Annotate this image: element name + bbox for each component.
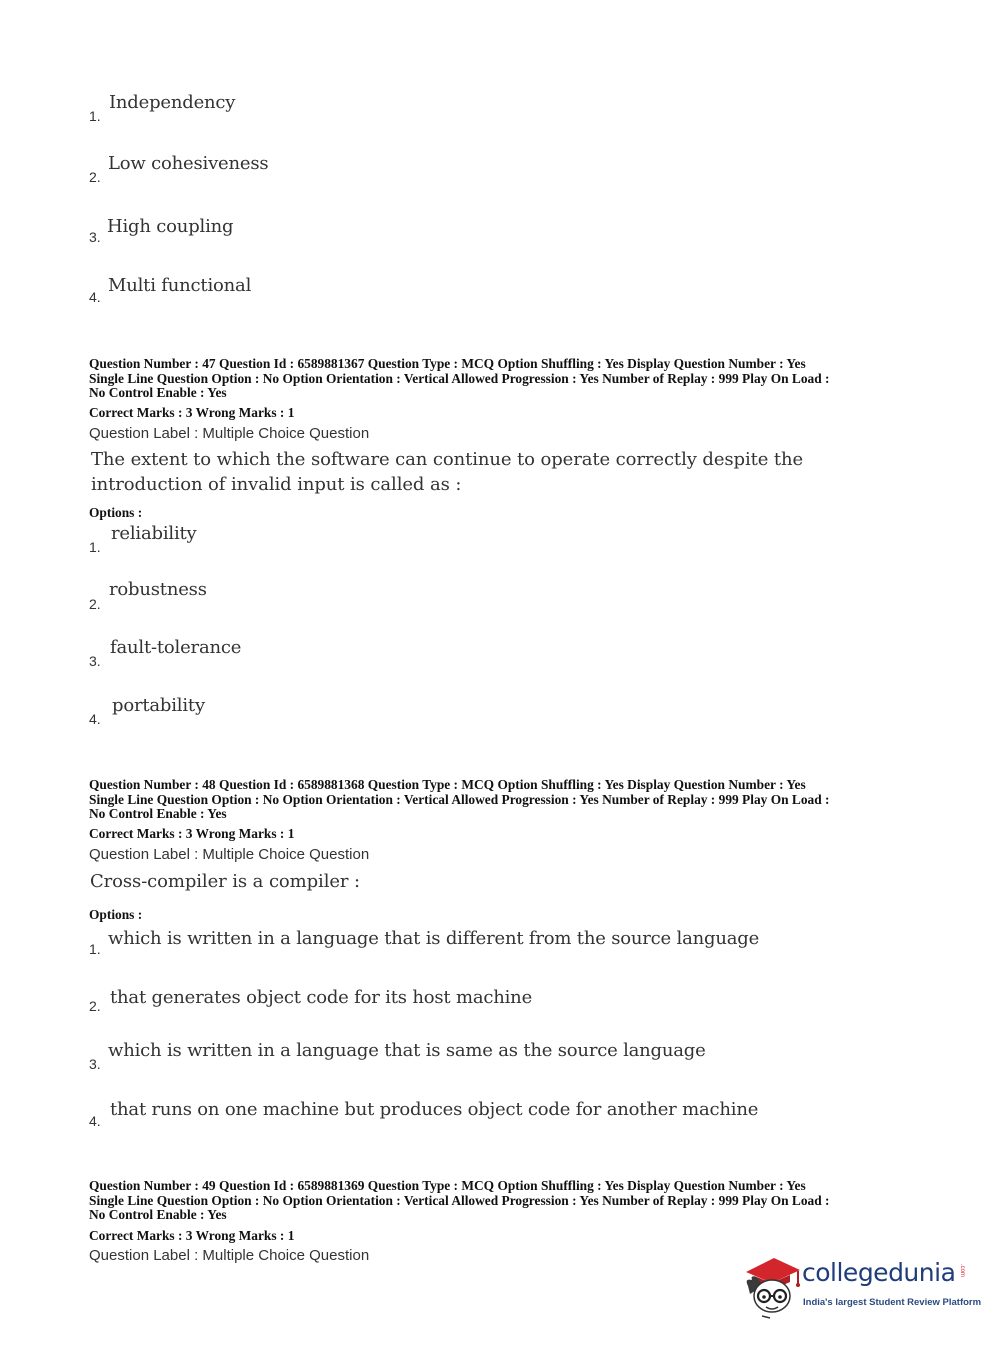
question-48-label: Question Label : Multiple Choice Question xyxy=(89,846,370,863)
meta-line: No Control Enable : Yes xyxy=(89,385,227,400)
brand-name: collegedunia xyxy=(802,1258,956,1287)
meta-line: Single Line Question Option : No Option Orientation : Vertical Allowed Progression : Yes Number of Replay : 999 Play On Load : xyxy=(89,791,830,807)
option-number: 2. xyxy=(89,596,101,612)
option-number: 3. xyxy=(89,229,101,245)
option-number: 3. xyxy=(89,653,101,669)
question-49-marks: Correct Marks : 3 Wrong Marks : 1 xyxy=(89,1228,295,1243)
question-48-options-heading: Options : xyxy=(89,907,143,922)
question-49-meta xyxy=(89,1179,919,1223)
option-text: Independency xyxy=(109,92,236,113)
question-text-line: introduction of invalid input is called as : xyxy=(91,474,462,495)
question-47-text xyxy=(91,447,803,497)
option-number: 4. xyxy=(89,711,101,727)
question-47-meta xyxy=(89,357,919,401)
question-text-line: The extent to which the software can continue to operate correctly despite the xyxy=(91,449,804,470)
option-number: 4. xyxy=(89,1113,101,1129)
meta-line: Question Number : 49 Question Id : 6589881369 Question Type : MCQ Option Shuffling : Yes Display Question Number : Yes xyxy=(89,1178,806,1193)
option-text: that runs on one machine but produces object code for another machine xyxy=(110,1099,759,1120)
option-number: 3. xyxy=(89,1056,101,1072)
option-text: reliability xyxy=(111,523,197,544)
option-text: robustness xyxy=(109,579,207,600)
option-text: which is written in a language that is same as the source language xyxy=(108,1040,706,1061)
question-48-meta xyxy=(89,778,919,822)
brand-tagline: India's largest Student Review Platform xyxy=(803,1297,982,1308)
option-text: which is written in a language that is different from the source language xyxy=(108,928,760,949)
question-text-line: Cross-compiler is a compiler : xyxy=(90,871,361,892)
meta-line: Single Line Question Option : No Option Orientation : Vertical Allowed Progression : Yes Number of Replay : 999 Play On Load : xyxy=(89,1192,830,1208)
meta-line: Question Number : 47 Question Id : 6589881367 Question Type : MCQ Option Shuffling : Yes Display Question Number : Yes xyxy=(89,356,806,371)
question-48-text xyxy=(90,869,360,894)
option-text: that generates object code for its host machine xyxy=(110,987,533,1008)
option-number: 2. xyxy=(89,998,101,1014)
option-number: 1. xyxy=(89,108,101,124)
option-number: 1. xyxy=(89,539,101,555)
option-text: fault-tolerance xyxy=(110,637,242,658)
option-number: 4. xyxy=(89,289,101,305)
question-49-label: Question Label : Multiple Choice Question xyxy=(89,1247,370,1264)
option-text: High coupling xyxy=(107,216,234,237)
option-text: portability xyxy=(112,695,205,716)
question-48-marks: Correct Marks : 3 Wrong Marks : 1 xyxy=(89,826,295,841)
collegedunia-logo[interactable] xyxy=(740,1250,982,1320)
option-text: Low cohesiveness xyxy=(108,153,269,174)
brand-domain: .com xyxy=(959,1264,965,1278)
meta-line: No Control Enable : Yes xyxy=(89,806,227,821)
meta-line: No Control Enable : Yes xyxy=(89,1207,227,1222)
question-47-marks: Correct Marks : 3 Wrong Marks : 1 xyxy=(89,405,295,420)
question-47-options-heading: Options : xyxy=(89,505,143,520)
meta-line: Single Line Question Option : No Option Orientation : Vertical Allowed Progression : Yes Number of Replay : 999 Play On Load : xyxy=(89,370,830,386)
option-number: 1. xyxy=(89,941,101,957)
question-47-label: Question Label : Multiple Choice Question xyxy=(89,425,370,442)
meta-line: Question Number : 48 Question Id : 6589881368 Question Type : MCQ Option Shuffling : Yes Display Question Number : Yes xyxy=(89,777,806,792)
option-number: 2. xyxy=(89,169,101,185)
option-text: Multi functional xyxy=(108,275,252,296)
student-mascot-icon xyxy=(740,1250,802,1320)
